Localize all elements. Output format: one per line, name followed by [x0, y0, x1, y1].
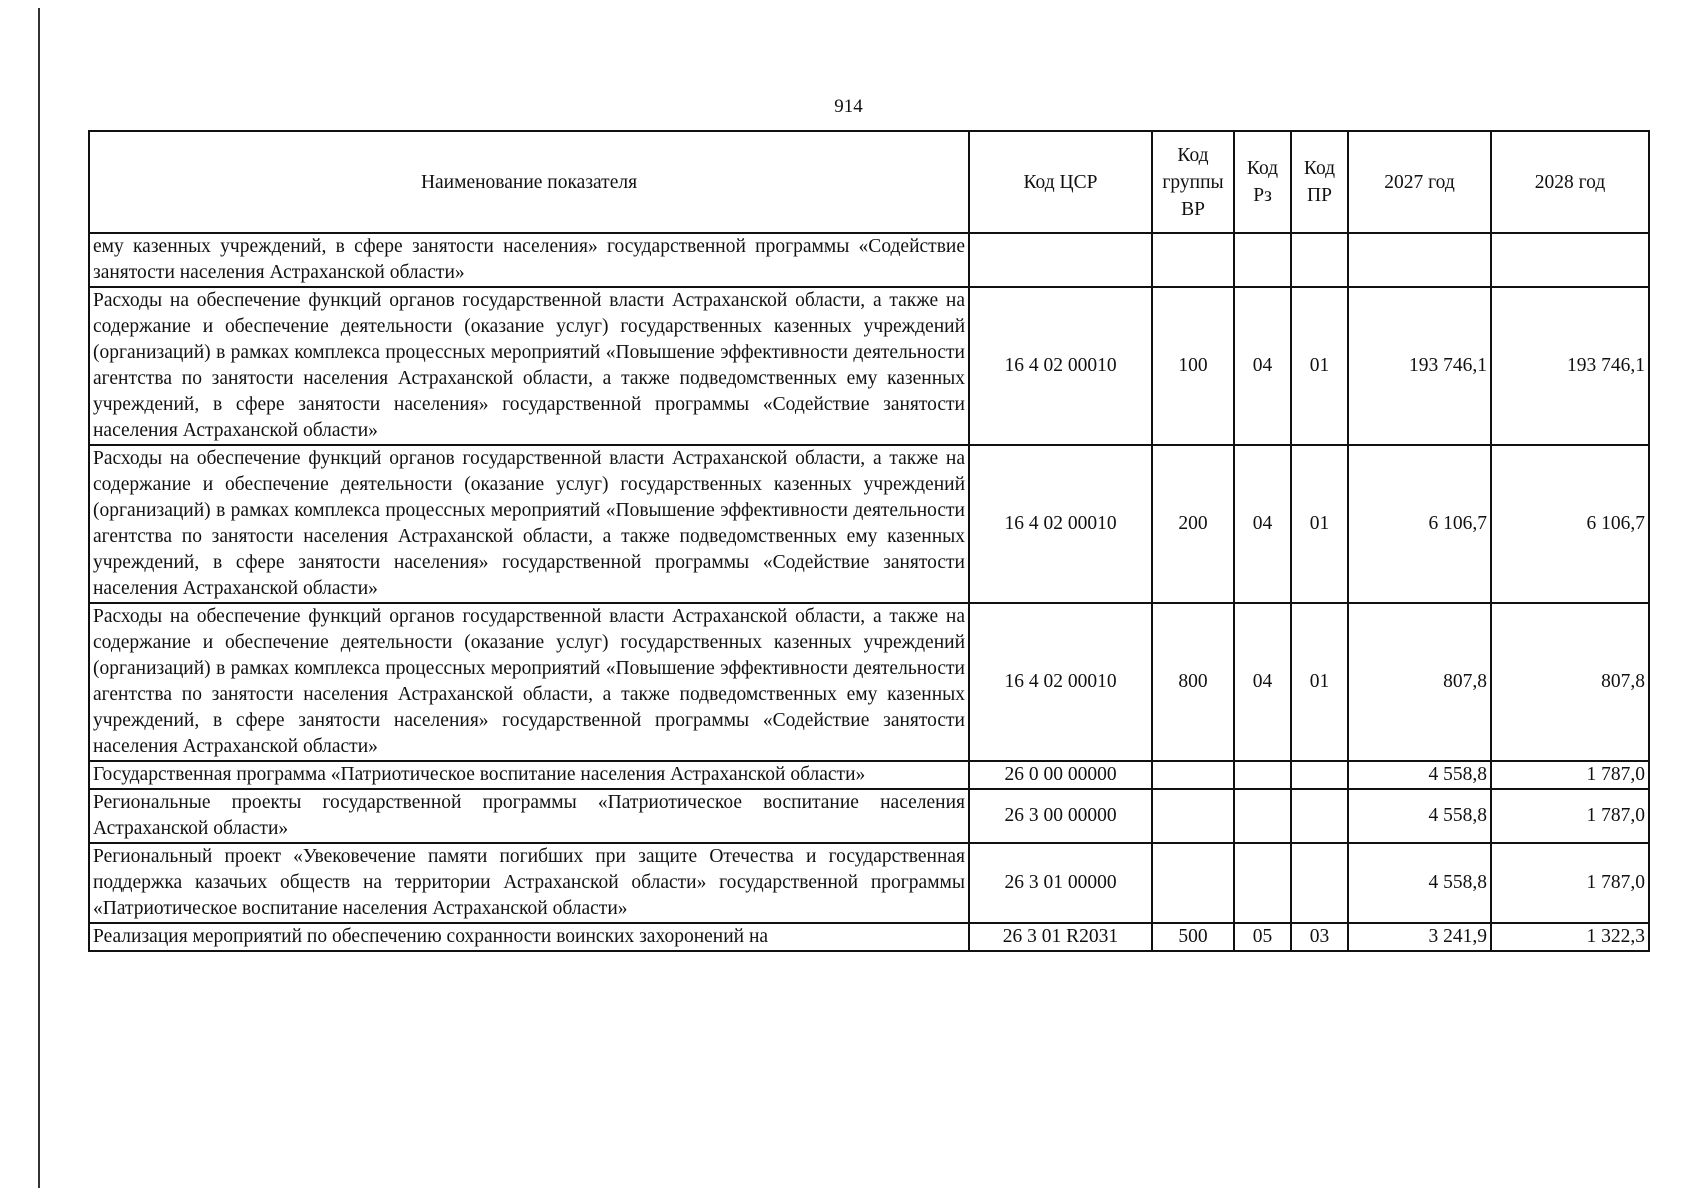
cell-pr: 03 [1291, 923, 1348, 951]
cell-2028: 193 746,1 [1491, 287, 1649, 445]
cell-rz: 04 [1234, 445, 1291, 603]
cell-2027: 6 106,7 [1348, 445, 1491, 603]
cell-vr: 100 [1152, 287, 1234, 445]
header-pr: Код ПР [1291, 131, 1348, 233]
cell-pr [1291, 843, 1348, 923]
cell-name: ему казенных учреждений, в сфере занятости населения» государственной программы «Содействие занятости населения Астраханской области» [89, 233, 969, 287]
cell-rz: 04 [1234, 287, 1291, 445]
cell-rz: 05 [1234, 923, 1291, 951]
cell-pr: 01 [1291, 445, 1348, 603]
cell-name: Реализация мероприятий по обеспечению сохранности воинских захоронений на [89, 923, 969, 951]
header-2027: 2027 год [1348, 131, 1491, 233]
cell-csr: 26 3 00 00000 [969, 789, 1152, 843]
table-row [89, 287, 1649, 445]
cell-2027: 4 558,8 [1348, 843, 1491, 923]
cell-csr: 16 4 02 00010 [969, 287, 1152, 445]
table-row [89, 789, 1649, 843]
cell-csr: 16 4 02 00010 [969, 603, 1152, 761]
header-vr: Код группы ВР [1152, 131, 1234, 233]
cell-pr: 01 [1291, 603, 1348, 761]
cell-rz [1234, 233, 1291, 287]
cell-2028: 6 106,7 [1491, 445, 1649, 603]
cell-2028 [1491, 233, 1649, 287]
cell-rz [1234, 843, 1291, 923]
cell-name: Расходы на обеспечение функций органов государственной власти Астраханской области, а также на содержание и обеспечение деятельности (оказание услуг) государственных казенных учреждений (организаций) в рамках комплекса процессных мероприятий «Повышение эффективности деятельности агентства по занятости населения Астраханской области, а также подведомственных ему казенных учреждений, в сфере занятости населения» государственной программы «Содействие занятости населения Астраханской области» [89, 445, 969, 603]
table-row [89, 445, 1649, 603]
cell-pr [1291, 761, 1348, 789]
header-2028: 2028 год [1491, 131, 1649, 233]
page-number: 914 [834, 96, 863, 117]
cell-pr [1291, 789, 1348, 843]
cell-2028: 1 322,3 [1491, 923, 1649, 951]
cell-rz: 04 [1234, 603, 1291, 761]
table-row [89, 233, 1649, 287]
cell-2028: 1 787,0 [1491, 761, 1649, 789]
cell-name: Расходы на обеспечение функций органов государственной власти Астраханской области, а также на содержание и обеспечение деятельности (оказание услуг) государственных казенных учреждений (организаций) в рамках комплекса процессных мероприятий «Повышение эффективности деятельности агентства по занятости населения Астраханской области, а также подведомственных ему казенных учреждений, в сфере занятости населения» государственной программы «Содействие занятости населения Астраханской области» [89, 603, 969, 761]
cell-2027 [1348, 233, 1491, 287]
cell-vr: 500 [1152, 923, 1234, 951]
table-row [89, 923, 1649, 951]
cell-name: Государственная программа «Патриотическое воспитание населения Астраханской области» [89, 761, 969, 789]
cell-2028: 1 787,0 [1491, 843, 1649, 923]
cell-2027: 193 746,1 [1348, 287, 1491, 445]
cell-rz [1234, 761, 1291, 789]
cell-vr: 200 [1152, 445, 1234, 603]
cell-vr [1152, 789, 1234, 843]
cell-name: Региональный проект «Увековечение памяти погибших при защите Отечества и государственная поддержка казачьих обществ на территории Астраханской области» государственной программы «Патриотическое воспитание населения Астраханской области» [89, 843, 969, 923]
cell-csr: 26 3 01 00000 [969, 843, 1152, 923]
cell-vr [1152, 843, 1234, 923]
header-rz: Код Рз [1234, 131, 1291, 233]
cell-rz [1234, 789, 1291, 843]
cell-csr: 16 4 02 00010 [969, 445, 1152, 603]
cell-2028: 807,8 [1491, 603, 1649, 761]
table-header-row [89, 131, 1649, 233]
table-row [89, 603, 1649, 761]
cell-2028: 1 787,0 [1491, 789, 1649, 843]
cell-2027: 4 558,8 [1348, 761, 1491, 789]
header-name: Наименование показателя [89, 131, 969, 233]
budget-table [88, 130, 1650, 952]
header-csr: Код ЦСР [969, 131, 1152, 233]
cell-name: Расходы на обеспечение функций органов государственной власти Астраханской области, а также на содержание и обеспечение деятельности (оказание услуг) государственных казенных учреждений (организаций) в рамках комплекса процессных мероприятий «Повышение эффективности деятельности агентства по занятости населения Астраханской области, а также подведомственных ему казенных учреждений, в сфере занятости населения» государственной программы «Содействие занятости населения Астраханской области» [89, 287, 969, 445]
page-margin-line [38, 8, 40, 1188]
cell-pr [1291, 233, 1348, 287]
cell-vr [1152, 233, 1234, 287]
table-row [89, 843, 1649, 923]
cell-name: Региональные проекты государственной программы «Патриотическое воспитание населения Астраханской области» [89, 789, 969, 843]
cell-csr: 26 0 00 00000 [969, 761, 1152, 789]
cell-2027: 807,8 [1348, 603, 1491, 761]
cell-2027: 3 241,9 [1348, 923, 1491, 951]
cell-csr [969, 233, 1152, 287]
cell-2027: 4 558,8 [1348, 789, 1491, 843]
cell-vr [1152, 761, 1234, 789]
cell-pr: 01 [1291, 287, 1348, 445]
table-row [89, 761, 1649, 789]
cell-csr: 26 3 01 R2031 [969, 923, 1152, 951]
cell-vr: 800 [1152, 603, 1234, 761]
